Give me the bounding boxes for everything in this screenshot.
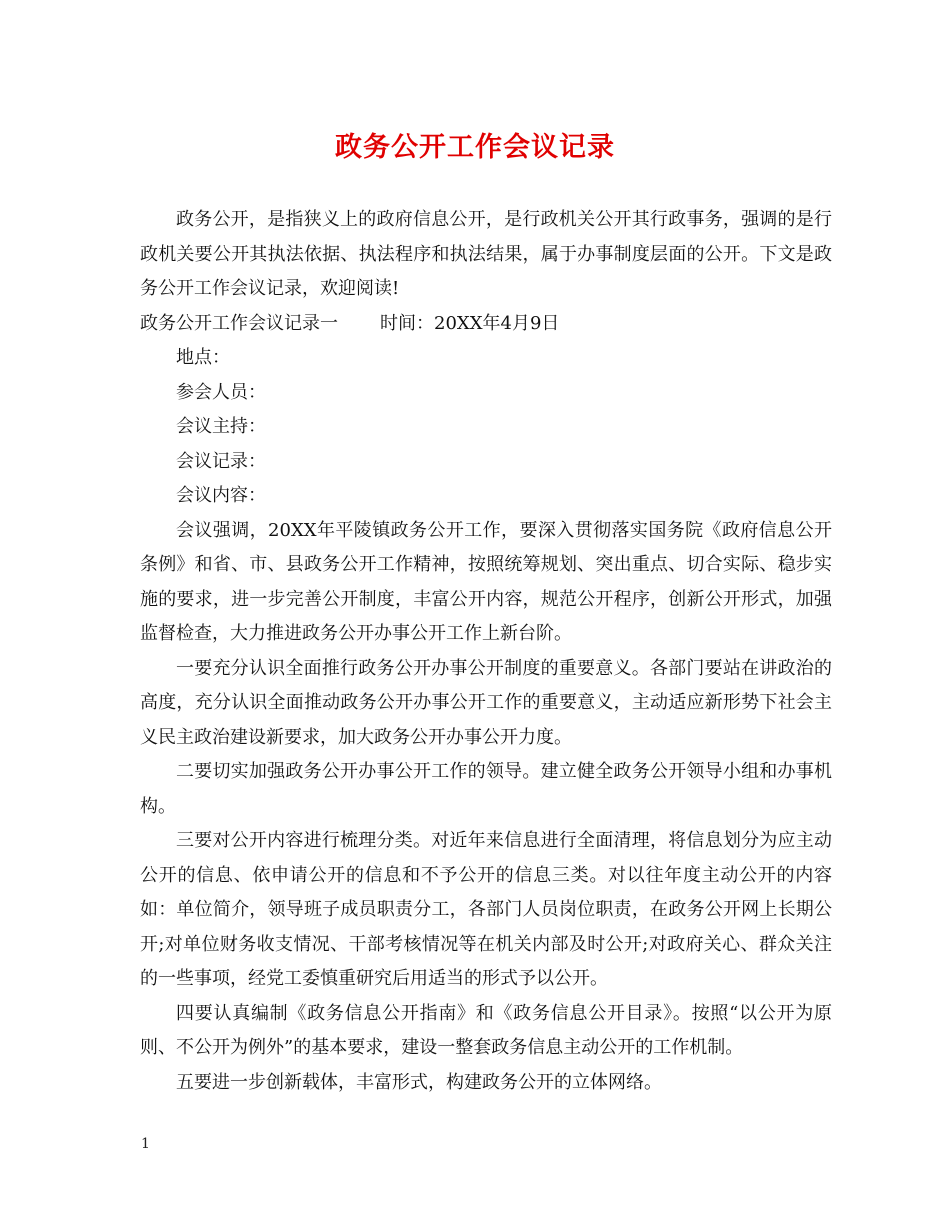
paragraph: 四要认真编制《政务信息公开指南》和《政务信息公开目录》。按照“以公开为原则、不公开为例外”的基本要求，建设一整套政务信息主动公开的工作机制。 bbox=[140, 1002, 832, 1058]
intro-paragraph: 政务公开，是指狭义上的政府信息公开，是行政机关公开其行政事务，强调的是行政机关要公开其执法依据、执法程序和执法结果，属于办事制度层面的公开。下文是政务公开工作会议记录，欢迎阅读! bbox=[140, 209, 832, 299]
paragraph: 二要切实加强政务公开办事公开工作的领导。建立健全政务公开领导小组和办事机构。 bbox=[140, 761, 832, 817]
field-attendees: 参会人员： bbox=[176, 381, 266, 403]
document-body bbox=[140, 203, 832, 1100]
record-heading: 政务公开工作会议记录一 bbox=[140, 312, 338, 334]
field-location: 地点： bbox=[176, 347, 230, 368]
field-recorder: 会议记录： bbox=[176, 450, 266, 472]
document-title: 政务公开工作会议记录 bbox=[335, 132, 615, 163]
field-host: 会议主持： bbox=[176, 416, 266, 437]
paragraph: 会议强调，20XX年平陵镇政务公开工作，要深入贯彻落实国务院《政府信息公开条例》和省、市、县政务公开工作精神，按照统筹规划、突出重点、切合实际、稳步实施的要求，进一步完善公开制度，丰富公开内容，规范公开程序，创新公开形式，加强监督检查，大力推进政务公开办事公开工作上新台阶。 bbox=[140, 519, 832, 644]
paragraph: 三要对公开内容进行梳理分类。对近年来信息进行全面清理，将信息划分为应主动公开的信息、依申请公开的信息和不予公开的信息三类。对以往年度主动公开的内容如：单位简介，领导班子成员职责分工，各部门人员岗位职责，在政务公开网上长期公开;对单位财务收支情况、干部考核情况等在机关内部及时公开;对政府关心、群众关注的一些事项，经党工委慎重研究后用适当的形式予以公开。 bbox=[140, 830, 832, 989]
field-content: 会议内容： bbox=[176, 485, 266, 506]
record-heading-line bbox=[140, 307, 832, 342]
meeting-time: 时间：20XX年4月9日 bbox=[380, 312, 560, 334]
page-number: 1 bbox=[141, 1136, 150, 1152]
paragraph: 五要进一步创新载体，丰富形式，构建政务公开的立体网络。 bbox=[176, 1071, 662, 1093]
paragraph: 一要充分认识全面推行政务公开办事公开制度的重要意义。各部门要站在讲政治的高度，充分认识全面推动政务公开办事公开工作的重要意义，主动适应新形势下社会主义民主政治建设新要求，加大政务公开办事公开力度。 bbox=[140, 657, 832, 748]
